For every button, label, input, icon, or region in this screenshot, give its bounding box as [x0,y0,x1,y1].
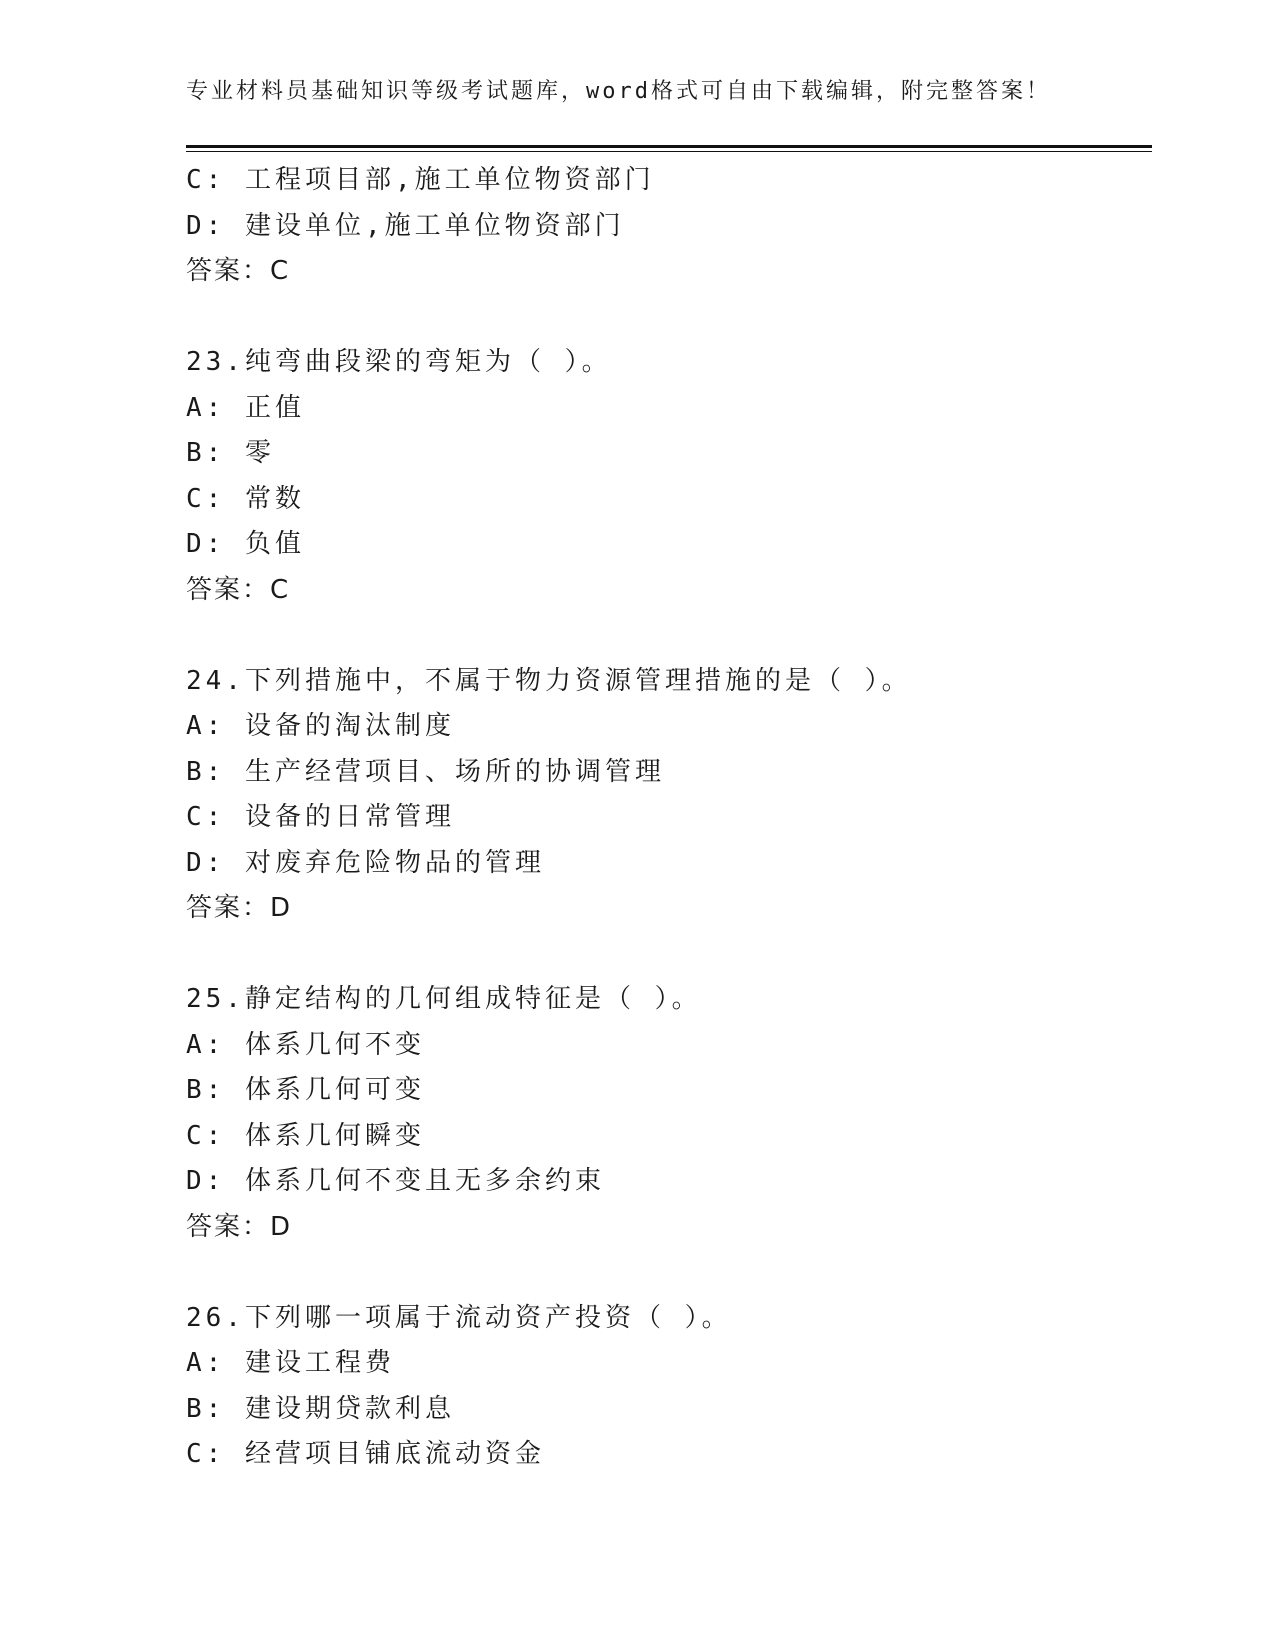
option-line: C: 常数 [186,483,305,514]
answer-line: 答案：D [186,1211,293,1242]
question-stem: 24.下列措施中，不属于物力资源管理措施的是（ ）。 [186,665,912,696]
blank-spacer [186,295,1152,341]
option-line: C: 体系几何瞬变 [186,1120,425,1151]
blank-spacer [186,932,1152,978]
option-line: A: 设备的淘汰制度 [186,711,455,741]
option-line: B: 建设期贷款利息 [186,1393,455,1424]
option-line: B: 零 [186,438,275,468]
question-stem: 23.纯弯曲段梁的弯矩为（ ）。 [186,347,612,377]
option-line: C: 经营项目铺底流动资金 [186,1439,545,1469]
page-header: 专业材料员基础知识等级考试题库，word格式可自由下载编辑，附完整答案！ [186,79,1051,104]
option-line: A: 体系几何不变 [186,1029,425,1060]
question-stem: 25.静定结构的几何组成特征是（ ）。 [186,984,702,1014]
blank-spacer [186,613,1152,659]
blank-spacer [186,1250,1152,1296]
option-line: C: 设备的日常管理 [186,802,455,832]
option-line: C: 工程项目部,施工单位物资部门 [186,165,655,195]
option-line: D: 负值 [186,529,305,559]
option-line: D: 对废弃危险物品的管理 [186,847,545,878]
option-line: B: 生产经营项目、场所的协调管理 [186,756,665,787]
answer-line: 答案：C [186,574,291,605]
option-line: B: 体系几何可变 [186,1075,425,1105]
option-line: A: 正值 [186,392,305,423]
option-line: A: 建设工程费 [186,1348,395,1378]
header-rule-thin [186,151,1152,152]
option-line: D: 体系几何不变且无多余约束 [186,1166,605,1196]
question-list [186,158,1152,1478]
answer-line: 答案：C [186,256,291,286]
answer-line: 答案：D [186,893,293,923]
option-line: D: 建设单位,施工单位物资部门 [186,210,625,241]
header-rule-thick [186,145,1152,148]
question-stem: 26.下列哪一项属于流动资产投资（ ）。 [186,1302,732,1333]
